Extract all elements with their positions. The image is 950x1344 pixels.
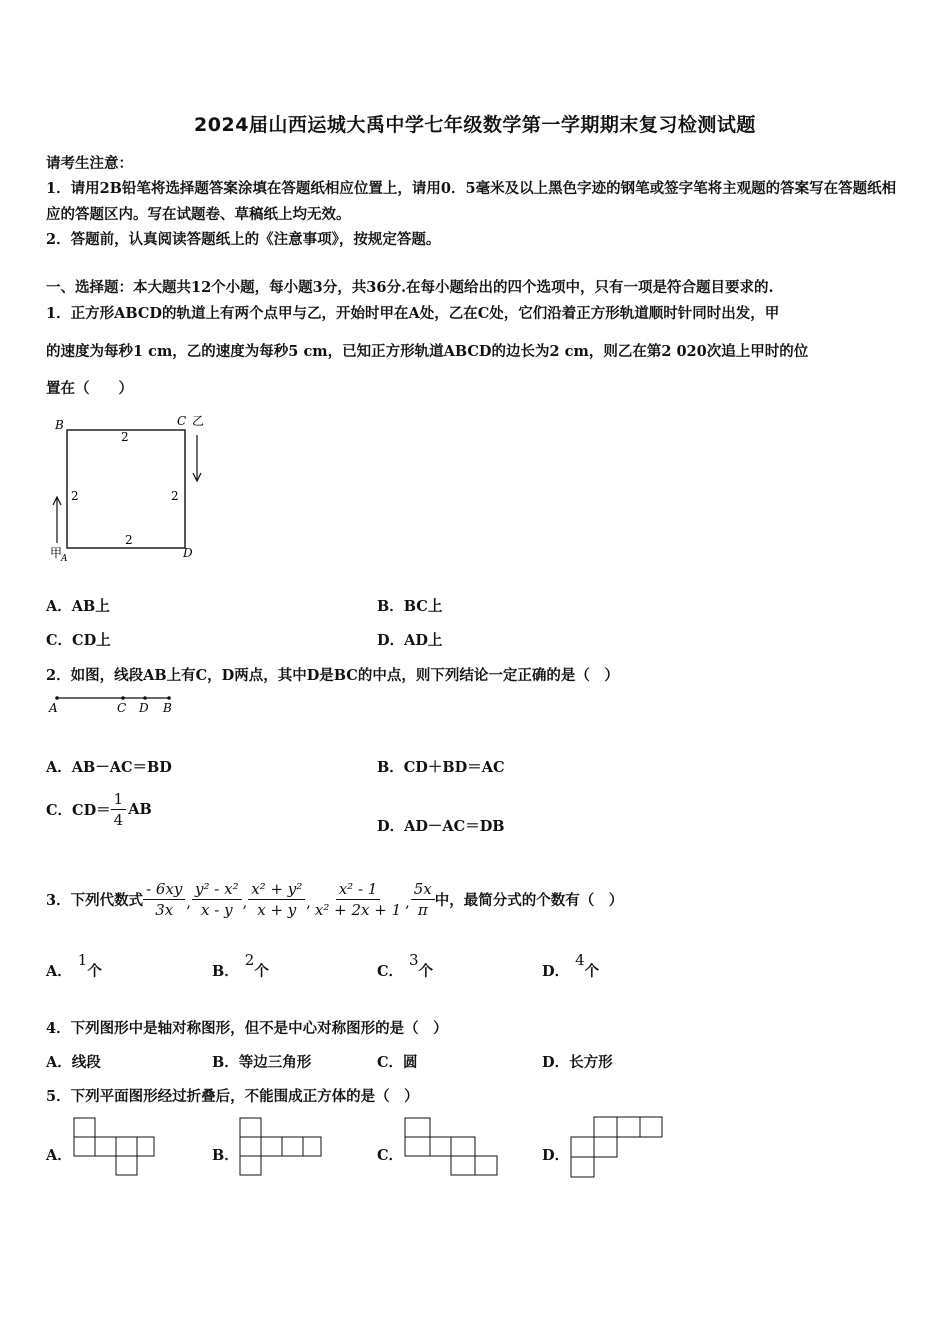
side-left-length: 2 [71, 489, 79, 503]
fraction-numerator: - 6xy [143, 880, 185, 900]
q2-option-c-suffix: AB [128, 801, 152, 818]
q3-option-c[interactable] [377, 951, 434, 981]
q3-fraction [192, 880, 242, 919]
vertex-c-label: C [177, 414, 187, 428]
q2-option-b[interactable]: B．CD＋BD＝AC [377, 759, 505, 776]
option-letter: C． [377, 963, 404, 980]
page-title: 2024届山西运城大禹中学七年级数学第一学期期末复习检测试题 [194, 114, 756, 136]
q1-stem-line-3: 置在（ ） [46, 380, 133, 397]
q3-fraction [411, 880, 435, 919]
q5-option-c[interactable]: C． [377, 1147, 404, 1164]
q1-stem-line-2: 的速度为每秒1 cm，乙的速度为每秒5 cm，已知正方形轨道ABCD的边长为2 cm，则乙在第2 020次追上甲时的位 [46, 343, 809, 360]
q1-option-a[interactable]: A．AB上 [46, 598, 110, 615]
q3-prefix: 3．下列代数式 [46, 891, 144, 909]
fraction-separator: , [405, 895, 410, 911]
vertex-d-label: D [183, 546, 193, 560]
fraction-denominator: x - y [201, 900, 233, 919]
q2-option-a[interactable]: A．AB－AC＝BD [46, 759, 172, 776]
q5-stem: 5．下列平面图形经过折叠后，不能围成正方体的是（ ） [46, 1088, 419, 1105]
fraction-separator: , [186, 895, 192, 911]
fraction-separator: , [306, 895, 311, 911]
point-d-label: D [139, 701, 149, 715]
option-unit: 个 [584, 963, 600, 980]
notice-line-2: 2．答题前，认真阅读答题纸上的《注意事项》，按规定答题。 [46, 231, 441, 248]
side-top-length: 2 [121, 430, 129, 444]
q3-option-d[interactable] [542, 951, 600, 981]
q3-option-b[interactable] [212, 951, 269, 981]
q2-option-c-prefix: C．CD＝ [46, 802, 111, 819]
arrow-down-icon [193, 435, 201, 481]
q4-option-c[interactable]: C．圆 [377, 1054, 418, 1071]
fraction-separator: , [242, 895, 248, 911]
jia-label: 甲 [50, 546, 63, 560]
q2-option-c[interactable] [46, 790, 152, 829]
fraction-denominator: π [417, 900, 428, 919]
point-a-label: A [49, 701, 58, 715]
q1-option-c[interactable]: C．CD上 [46, 632, 111, 649]
q2-option-c-fraction [111, 790, 127, 829]
yi-label: 乙 [192, 414, 205, 428]
fraction-numerator: 5x [411, 880, 435, 900]
q1-square-figure [40, 405, 220, 565]
vertex-b-label: B [55, 418, 64, 432]
notice-heading: 请考生注意： [46, 155, 133, 172]
side-bottom-length: 2 [125, 533, 133, 547]
option-unit: 个 [418, 963, 434, 980]
fraction-numerator: 1 [111, 790, 127, 810]
option-value: 2 [244, 951, 255, 969]
option-letter: A． [46, 963, 72, 980]
fraction-denominator: x + y [257, 900, 297, 919]
q5-net-b [238, 1116, 328, 1180]
q2-segment-figure [45, 688, 195, 720]
option-unit: 个 [254, 963, 269, 980]
fraction-denominator: 4 [113, 811, 124, 829]
q3-stem [46, 876, 623, 922]
fraction-numerator: x² + y² [248, 880, 305, 900]
option-value: 1 [77, 951, 88, 969]
q5-net-a [72, 1116, 162, 1180]
q4-option-b[interactable]: B．等边三角形 [212, 1054, 312, 1071]
q3-fraction [248, 880, 305, 919]
q1-option-d[interactable]: D．AD上 [377, 632, 443, 649]
option-unit: 个 [87, 963, 102, 980]
q3-option-a[interactable] [46, 951, 102, 981]
option-value: 3 [409, 951, 419, 969]
q4-option-a[interactable]: A．线段 [46, 1054, 101, 1071]
point-b-label: B [163, 701, 172, 715]
fraction-numerator: x² - 1 [336, 880, 381, 900]
side-right-length: 2 [171, 489, 179, 503]
square-track [67, 430, 185, 548]
notice-line-1: 1．请用2B铅笔将选择题答案涂填在答题纸相应位置上，请用0．5毫米及以上黑色字迹的钢笔或签字笔将主观题的答案写在答题纸相应的答题区内。写在试题卷、草稿纸上均无效。 [46, 180, 897, 223]
q3-fraction [143, 880, 185, 919]
q1-stem-line-1: 1．正方形ABCD的轨道上有两个点甲与乙，开始时甲在A处，乙在C处，它们沿着正方形轨道顺时针同时出发，甲 [46, 305, 780, 322]
vertex-a-label: A [61, 554, 68, 564]
q5-option-a[interactable]: A． [46, 1147, 72, 1164]
q4-stem: 4．下列图形中是轴对称图形，但不是中心对称图形的是（ ） [46, 1020, 448, 1037]
q5-net-c [403, 1116, 503, 1180]
fraction-denominator: 3x [155, 900, 174, 919]
q2-option-d[interactable]: D．AD－AC＝DB [377, 818, 505, 835]
point-c-label: C [117, 701, 127, 715]
q5-option-b[interactable]: B． [212, 1147, 239, 1164]
fraction-numerator: y² - x² [192, 880, 242, 900]
q2-stem: 2．如图，线段AB上有C，D两点，其中D是BC的中点，则下列结论一定正确的是（ ） [46, 667, 619, 684]
q3-fraction [312, 880, 404, 919]
section-heading: 一、选择题：本大题共12个小题，每小题3分，共36分.在每小题给出的四个选项中，只有一项是符合题目要求的. [46, 279, 774, 296]
arrow-up-icon [53, 497, 61, 543]
option-value: 4 [575, 951, 585, 969]
q1-option-b[interactable]: B．BC上 [377, 598, 443, 615]
option-letter: D． [542, 963, 570, 980]
fraction-denominator: x² + 2x + 1 [314, 900, 402, 919]
q3-fraction-list [143, 880, 435, 919]
q5-net-d [568, 1114, 668, 1180]
q4-option-d[interactable]: D．长方形 [542, 1054, 613, 1071]
q3-suffix: 中，最简分式的个数有（ ） [434, 891, 624, 909]
q5-option-d[interactable]: D． [542, 1147, 570, 1164]
option-letter: B． [212, 963, 239, 980]
